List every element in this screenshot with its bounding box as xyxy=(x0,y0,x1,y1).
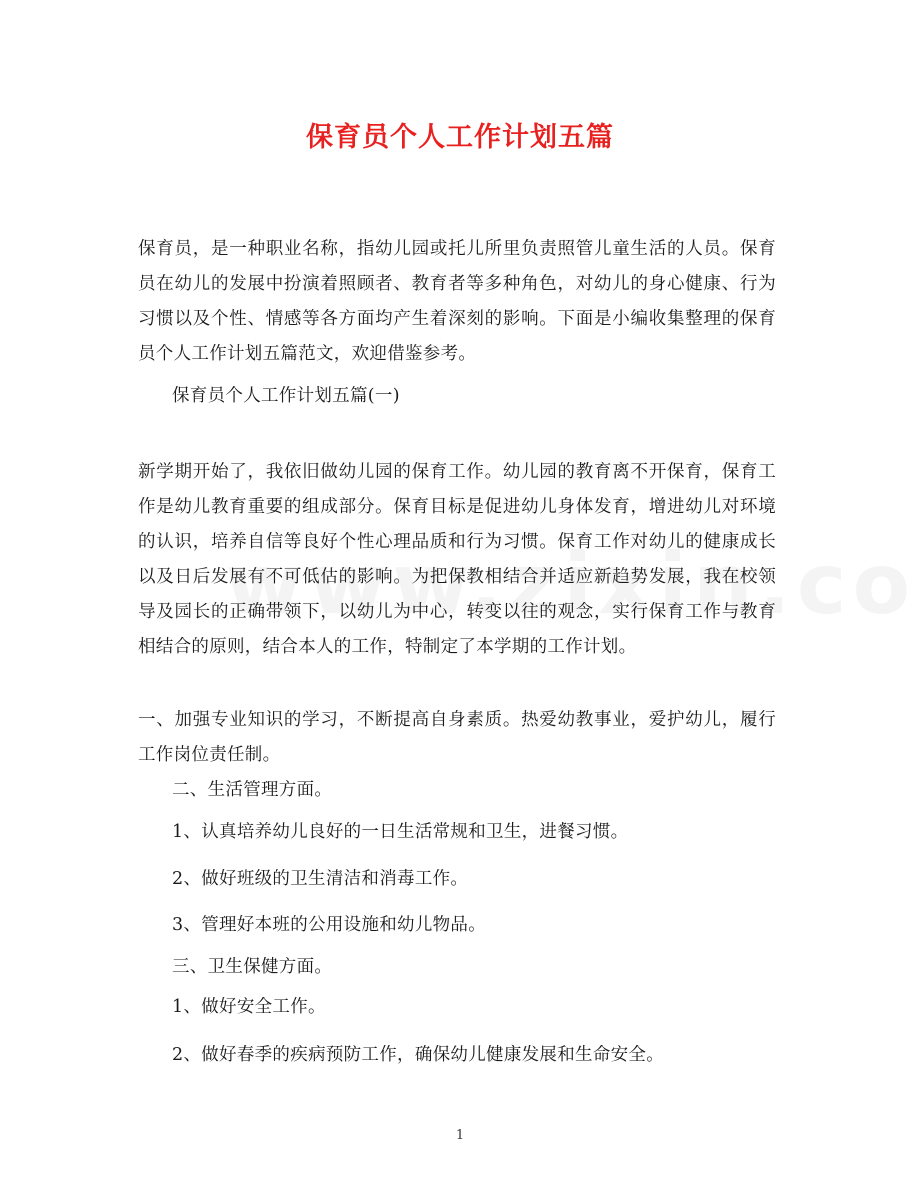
point-3-item-1: 1、做好安全工作。 xyxy=(172,997,326,1017)
body-paragraph-1: 新学期开始了，我依旧做幼儿园的保育工作。幼儿园的教育离不开保育，保育工作是幼儿教育重要的组成部分。保育目标是促进幼儿身体发育，增进幼儿对环境的认识，培养自信等良好个性心理品质和行为习惯。保育工作对幼儿的健康成长以及日后发展有不可低估的影响。为把保教相结合并适应新趋势发展，我在校领导及园长的正确带领下，以幼儿为中心，转变以往的观念，实行保育工作与教育相结合的原则，结合本人的工作，特制定了本学期的工作计划。 xyxy=(138,462,776,657)
point-3-item-2: 2、做好春季的疾病预防工作，确保幼儿健康发展和生命安全。 xyxy=(172,1045,665,1065)
point-2-item-3: 3、管理好本班的公用设施和幼儿物品。 xyxy=(172,915,487,935)
document-title: 保育员个人工作计划五篇 xyxy=(306,122,614,153)
point-2-heading: 二、生活管理方面。 xyxy=(172,780,333,800)
point-3-heading: 三、卫生保健方面。 xyxy=(172,957,333,977)
section-heading: 保育员个人工作计划五篇(一) xyxy=(172,386,400,406)
point-2-item-2: 2、做好班级的卫生清洁和消毒工作。 xyxy=(172,869,469,889)
point-1: 一、加强专业知识的学习，不断提高自身素质。热爱幼教事业，爱护幼儿，履行工作岗位责任制。 xyxy=(138,710,776,765)
point-2-item-1: 1、认真培养幼儿良好的一日生活常规和卫生，进餐习惯。 xyxy=(172,822,629,842)
intro-paragraph: 保育员，是一种职业名称，指幼儿园或托儿所里负责照管儿童生活的人员。保育员在幼儿的发展中扮演着照顾者、教育者等多种角色，对幼儿的身心健康、行为习惯以及个性、情感等各方面均产生着深刻的影响。下面是小编收集整理的保育员个人工作计划五篇范文，欢迎借鉴参考。 xyxy=(138,239,776,364)
page-number: 1 xyxy=(455,1128,465,1143)
